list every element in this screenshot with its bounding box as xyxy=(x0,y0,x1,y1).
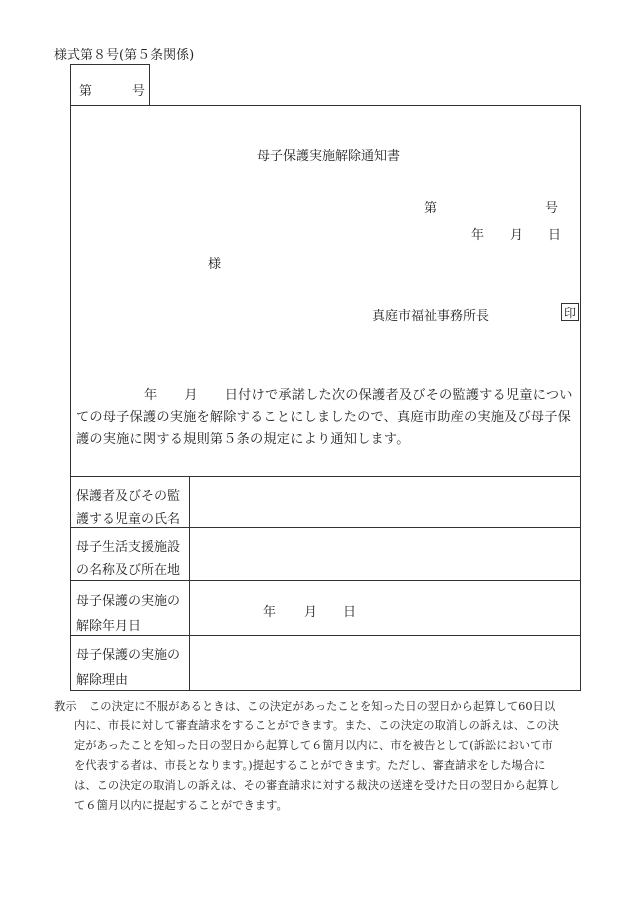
notice-heading: 教示 xyxy=(54,700,77,713)
notice-line: 内に、市長に対して審査請求をすることができます。また、この決定の取消しの訴えは、この決 xyxy=(74,719,559,732)
release-date-month: 月 xyxy=(304,605,318,620)
label-line: 解除理由 xyxy=(76,673,129,688)
table-row-label xyxy=(76,643,180,693)
body-line-3: 護の実施に関する規則第５条の規定により通知します。 xyxy=(76,432,410,447)
addressee-suffix: 様 xyxy=(208,257,222,272)
notice-line: この決定に不服があるときは、この決定があったことを知った日の翌日から起算して60日以 xyxy=(89,700,556,713)
label-line: 解除年月日 xyxy=(76,619,142,634)
label-line: 母子保護の実施の xyxy=(76,594,181,609)
label-line: 護する児童の氏名 xyxy=(76,512,181,527)
table-row-label xyxy=(76,536,180,582)
doc-date-year: 年 xyxy=(471,228,485,243)
label-line: 母子生活支援施設 xyxy=(76,540,181,555)
seal-mark: 印 xyxy=(561,303,579,321)
body-year: 年 xyxy=(144,388,158,403)
stub-go: 号 xyxy=(132,84,146,99)
notice-line: て６箇月以内に提起することができます。 xyxy=(74,799,288,812)
body-line-2: ての母子保護の実施を解除することにしましたので、真庭市助産の実施及び母子保 xyxy=(76,410,572,425)
stub-dai: 第 xyxy=(79,84,93,99)
table-column-divider xyxy=(189,476,190,691)
release-date-year: 年 xyxy=(263,605,277,620)
document-title: 母子保護実施解除通知書 xyxy=(257,149,401,164)
body-month: 月 xyxy=(184,388,198,403)
form-number-label: 様式第８号(第５条関係) xyxy=(54,48,195,63)
body-line-1 xyxy=(76,385,573,407)
table-row-label xyxy=(76,589,180,639)
label-line: 保護者及びその監 xyxy=(76,489,181,504)
release-date-day: 日 xyxy=(343,605,357,620)
label-line: 母子保護の実施の xyxy=(76,648,181,663)
table-row-label xyxy=(76,485,180,531)
notice-line: 定があったことを知った日の翌日から起算して６箇月以内に、市を被告として(訴訟において市 xyxy=(74,739,553,752)
body-line-1-rest: 日付けで承諾した次の保護者及びその監護する児童につい xyxy=(224,388,573,403)
table-top-border xyxy=(70,476,581,477)
doc-number-go: 号 xyxy=(545,201,559,216)
issuer-name: 真庭市福祉事務所長 xyxy=(372,309,490,324)
doc-number-dai: 第 xyxy=(424,201,438,216)
label-line: の名称及び所在地 xyxy=(76,563,181,578)
notice-line: は、この決定の取消しの訴えは、その審査請求に対する裁決の送達を受けた日の翌日から起算し xyxy=(74,779,560,792)
doc-date-month: 月 xyxy=(510,228,524,243)
doc-date-day: 日 xyxy=(548,228,562,243)
notice-line: を代表する者は、市長となります。)提起することができます。ただし、審査請求をした場合に xyxy=(74,759,546,772)
